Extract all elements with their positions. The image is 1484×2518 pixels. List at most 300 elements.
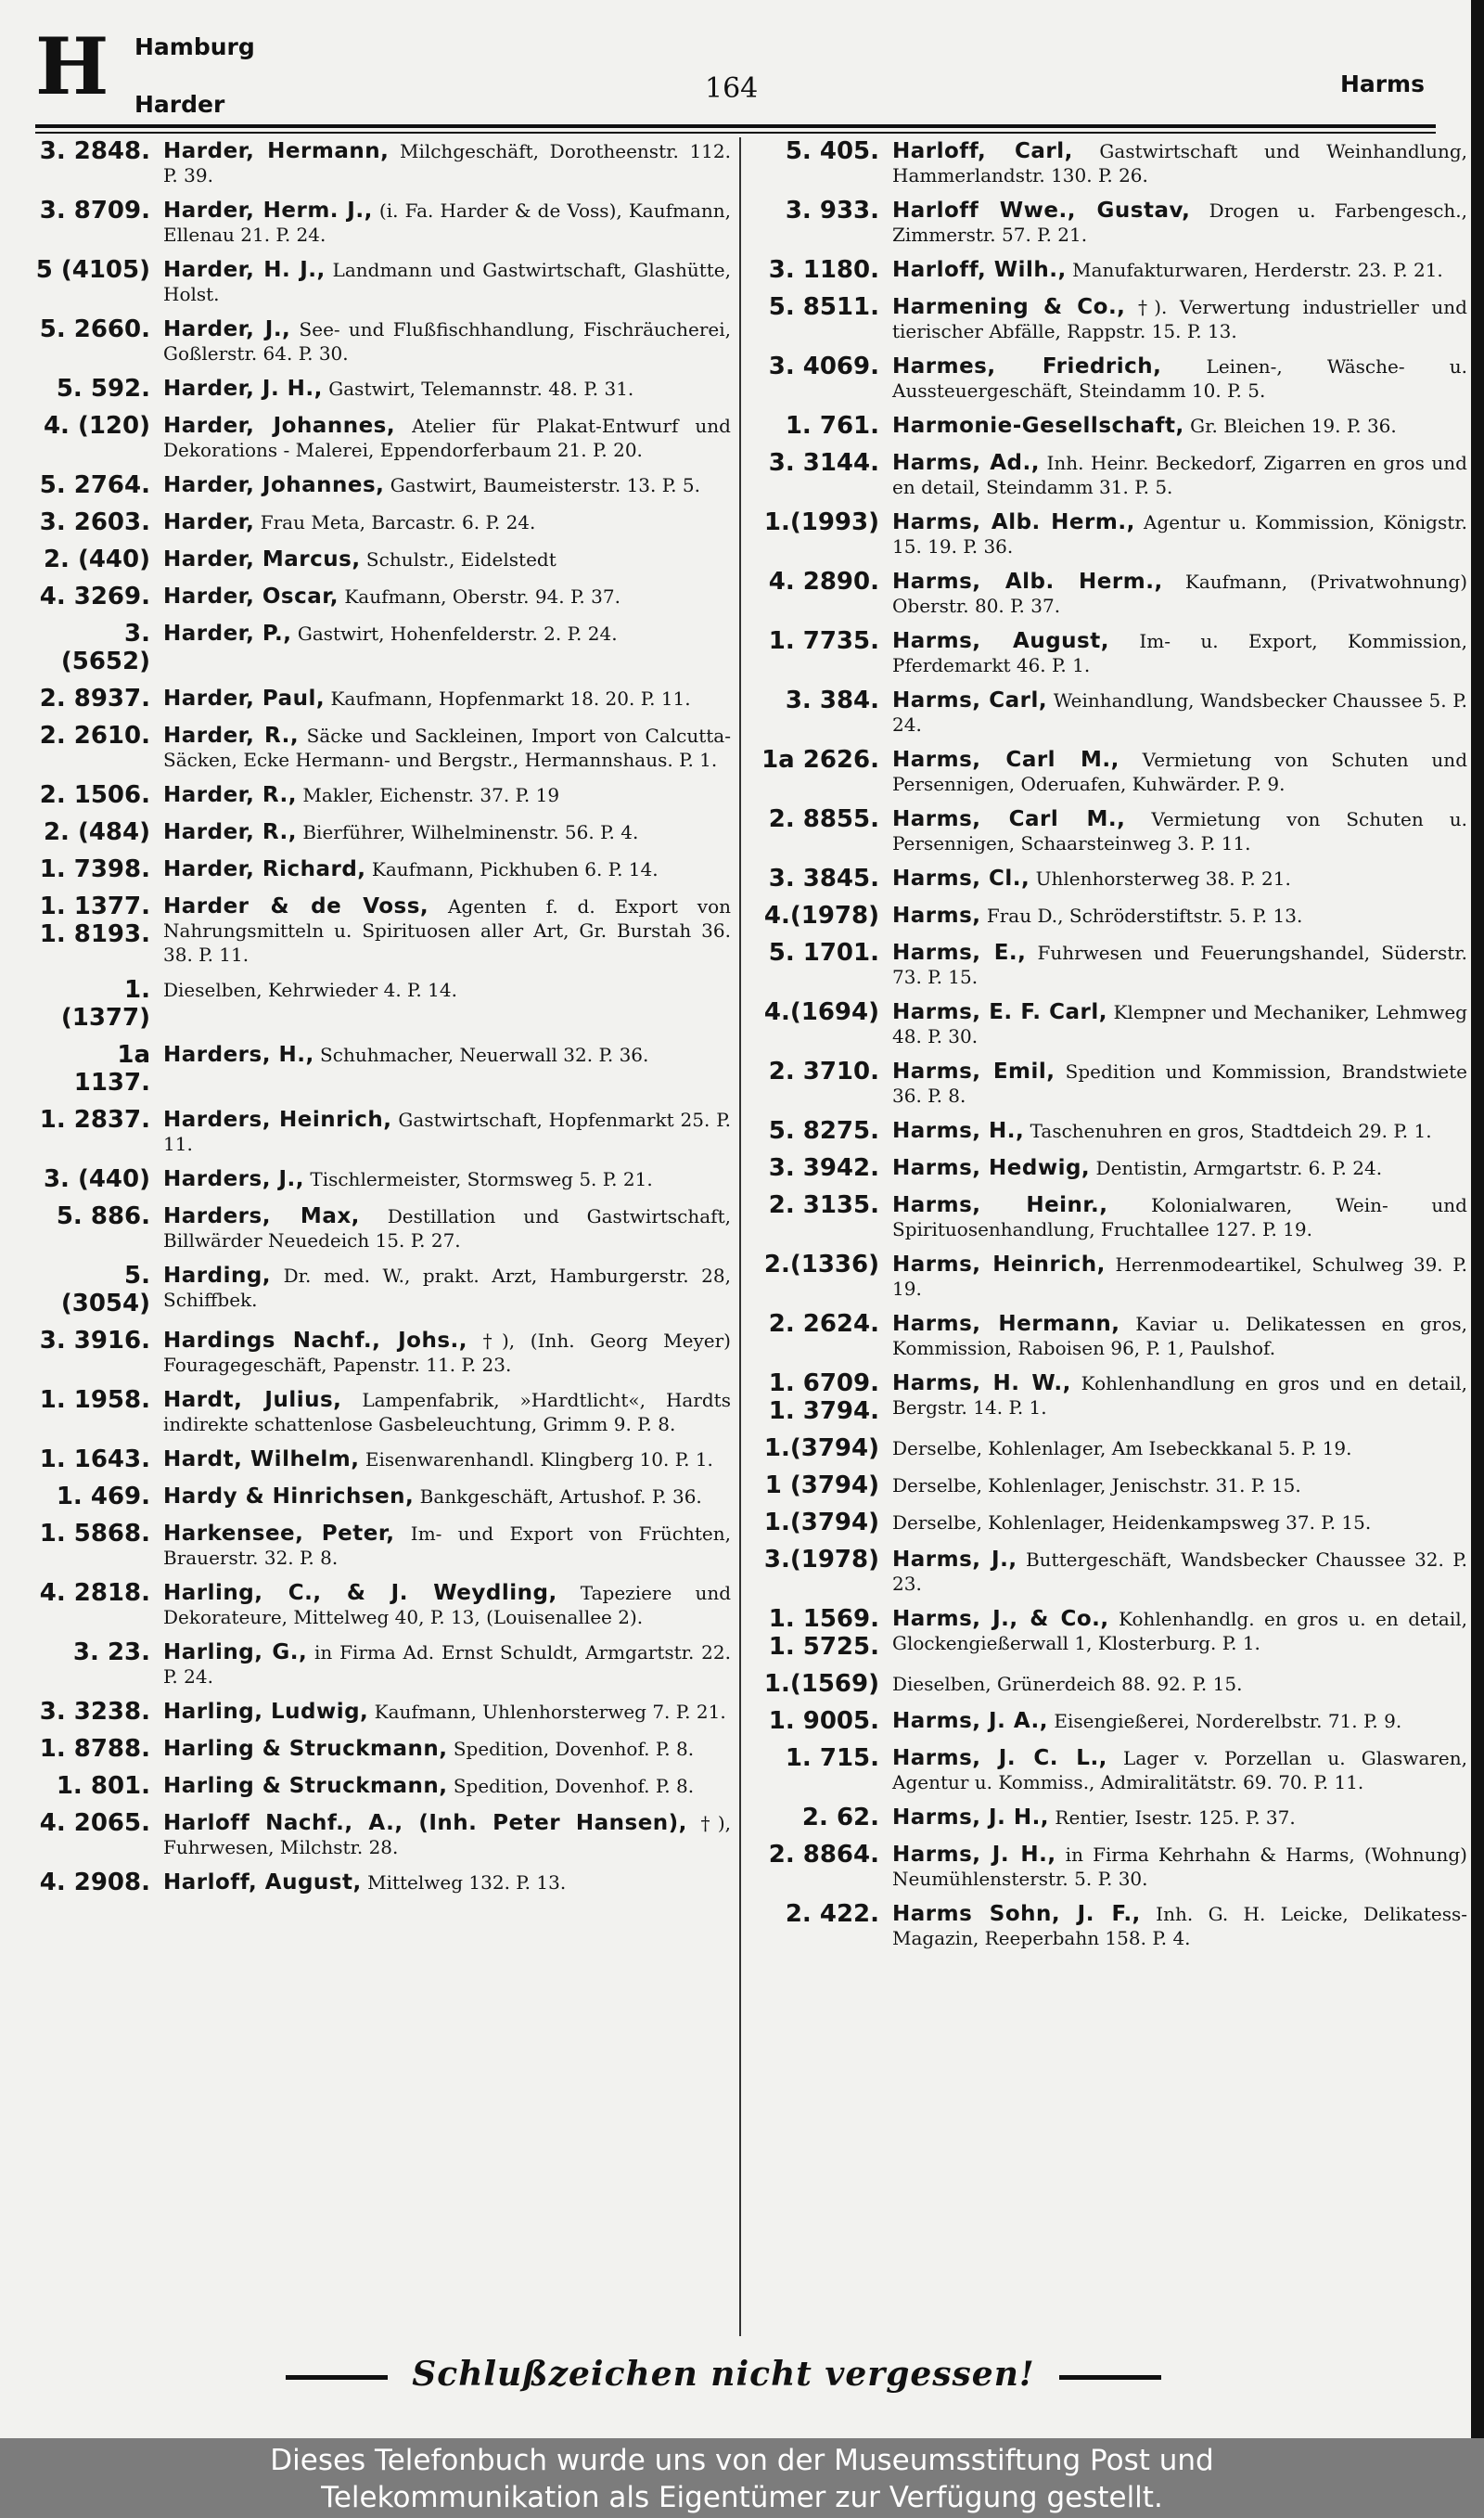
entry-name: Harder, J. H., [163, 377, 323, 401]
entry-name: Harms, H., [892, 1119, 1025, 1143]
directory-entry [753, 805, 1467, 855]
entry-details: Im- u. Export, Kommission, Pferdemarkt 46. P. 1. [892, 630, 1467, 676]
entry-name: Harms, Emil, [892, 1060, 1055, 1084]
entry-details: Derselbe, Kohlenlager, Heidenkampsweg 37. P. 15. [892, 1511, 1372, 1534]
entry-text [892, 1058, 1467, 1108]
entry-name: Harms, Alb. Herm., [892, 510, 1135, 534]
directory-entry [35, 1106, 731, 1156]
entry-details: Gastwirt, Baumeisterstr. 13. P. 5. [384, 474, 700, 496]
entry-text [163, 893, 731, 967]
entry-name: Harms, Carl, [892, 688, 1048, 713]
entry-details: Gastwirtschaft, Hopfenmarkt 25. P. 11. [163, 1109, 731, 1155]
entry-text [163, 1165, 731, 1191]
entry-text [892, 746, 1467, 796]
entry-phone-number: 1. 761. [785, 412, 879, 440]
entry-phone-number: 3. 3144. [768, 449, 879, 477]
entry-phone-number: 3. 23. [72, 1638, 150, 1666]
entry-phone-number: 1. 5868. [39, 1520, 150, 1548]
entry-text [163, 1106, 731, 1156]
entry-name: Harder, Johannes, [163, 414, 396, 438]
entry-details: Kaufmann, Hopfenmarkt 18. 20. P. 11. [325, 687, 691, 710]
entry-phone-number: 5.(3054) [60, 1262, 150, 1317]
entry-details: Kohlenhandlg. en gros u. en detail, Glockengießerwall 1, Klosterburg. P. 1. [892, 1608, 1467, 1654]
entry-text [892, 137, 1467, 187]
entry-phone-number: 1. 1958. [39, 1386, 150, 1414]
directory-entry [35, 1327, 731, 1377]
entry-text [163, 471, 731, 497]
entry-text [892, 1117, 1467, 1143]
entry-details: Fuhrwesen und Feuerungshandel, Süderstr. 73. P. 15. [892, 942, 1468, 988]
entry-name: Harms, Ad., [892, 451, 1040, 475]
entry-text [163, 1735, 731, 1761]
entry-name: Harder, R., [163, 783, 297, 807]
directory-entry [35, 722, 731, 772]
entry-text [163, 855, 731, 881]
entry-details: Klempner und Mechaniker, Lehmweg 48. P. 30. [892, 1001, 1467, 1047]
entry-phone-number: 5. 1701. [768, 939, 879, 967]
directory-entry [35, 620, 731, 675]
directory-entry [35, 197, 731, 247]
entry-details: Landmann und Gastwirtschaft, Glashütte, Holst. [163, 259, 731, 305]
directory-entry [35, 1809, 731, 1859]
header-rule [35, 124, 1436, 128]
entry-text [892, 1605, 1467, 1655]
entry-name: Harder, Johannes, [163, 473, 385, 497]
entry-phone-number: 4. (120) [43, 412, 150, 440]
entry-phone-number: 5. 405. [785, 137, 879, 165]
directory-entry [35, 315, 731, 366]
entry-details: Gastwirt, Hohenfelderstr. 2. P. 24. [291, 623, 618, 645]
banner-dash-right [1059, 2375, 1161, 2380]
entry-phone-number: 4.(1694) [763, 998, 879, 1026]
directory-entry [35, 1386, 731, 1436]
entry-phone-number: 1. 7735. [768, 627, 879, 655]
directory-entry [753, 1707, 1467, 1735]
directory-entry [753, 1605, 1467, 1661]
entry-phone-number: 2. 8937. [39, 685, 150, 713]
entry-name: Harder, R., [163, 820, 297, 844]
entry-text [892, 1154, 1467, 1180]
entry-text [163, 256, 731, 306]
directory-entry [753, 1804, 1467, 1831]
entry-details: Spedition und Kommission, Brandstwiete 36. P. 8. [892, 1060, 1467, 1107]
entry-details: Tapeziere und Dekorateure, Mittelweg 40, P. 13, (Louisenallee 2). [163, 1582, 732, 1628]
entry-text [163, 583, 731, 609]
directory-entry [753, 568, 1467, 618]
entry-details: Makler, Eichenstr. 37. P. 19 [297, 784, 560, 806]
entry-text [892, 1670, 1467, 1696]
entry-details: Kolonialwaren, Wein- und Spirituosenhandlung, Fruchtallee 127. P. 19. [892, 1194, 1467, 1240]
column-divider [739, 137, 741, 2336]
entry-phone-number: 1. 1377. 1. 8193. [39, 893, 150, 948]
entry-name: Harkensee, Peter, [163, 1522, 395, 1546]
entry-phone-number: 1a 1137. [73, 1041, 150, 1097]
directory-entry [753, 1841, 1467, 1891]
entry-name: Harms, Carl M., [892, 807, 1126, 831]
entry-details: Frau D., Schröderstiftstr. 5. P. 13. [980, 905, 1303, 927]
entry-phone-number: 2. 2610. [39, 722, 150, 750]
entry-text [892, 1434, 1467, 1460]
entry-details: Mittelweg 132. P. 13. [361, 1871, 567, 1894]
bottom-banner [0, 2355, 1447, 2394]
page-edge [1471, 0, 1484, 2438]
entry-text [163, 1698, 731, 1724]
entry-name: Harms, Hermann, [892, 1312, 1120, 1336]
directory-entry [753, 197, 1467, 247]
entry-text [163, 375, 731, 401]
entry-name: Harms, E., [892, 941, 1027, 965]
entry-name: Hardy & Hinrichsen, [163, 1484, 415, 1509]
entry-name: Harmening & Co., [892, 295, 1126, 319]
entry-text [163, 1638, 731, 1689]
directory-entry [35, 1165, 731, 1193]
entry-phone-number: 1. 801. [56, 1772, 150, 1800]
entry-name: Harloff, August, [163, 1870, 362, 1895]
directory-entry [753, 902, 1467, 930]
entry-details: Bankgeschäft, Artushof. P. 36. [414, 1485, 702, 1508]
directory-entry [753, 1670, 1467, 1698]
entry-phone-number: 1. 469. [56, 1483, 150, 1510]
entry-details: Derselbe, Kohlenlager, Am Isebeckkanal 5. P. 19. [892, 1437, 1352, 1459]
entry-phone-number: 1a 2626. [761, 746, 879, 774]
entry-phone-number: 4. 2818. [39, 1579, 150, 1607]
entry-details: Eisenwarenhandl. Klingberg 10. P. 1. [359, 1448, 713, 1471]
entry-details: Bierführer, Wilhelminenstr. 56. P. 4. [297, 821, 639, 843]
entry-name: Harloff, Wilh., [892, 258, 1067, 282]
entry-phone-number: 2. (484) [43, 818, 150, 846]
entry-name: Harder, J., [163, 317, 291, 341]
entry-details: See- und Flußfischhandlung, Fischräucherei, Goßlerstr. 64. P. 30. [163, 318, 731, 365]
entry-name: Harling & Struckmann, [163, 1737, 448, 1761]
entry-phone-number: 5. 8511. [768, 293, 879, 321]
directory-entry [35, 137, 731, 187]
directory-entry [35, 583, 731, 610]
directory-entry [753, 508, 1467, 559]
entry-name: Harms, Hedwig, [892, 1156, 1091, 1180]
entry-phone-number: 2. 8864. [768, 1841, 879, 1869]
entry-details: Weinhandlung, Wandsbecker Chaussee 5. P. 24. [892, 689, 1467, 736]
entry-text [892, 902, 1467, 928]
entry-name: Harder & de Voss, [163, 894, 429, 919]
entry-phone-number: 3. 3845. [768, 865, 879, 893]
entry-name: Harder, Paul, [163, 687, 326, 711]
attribution-footer [0, 2438, 1484, 2518]
entry-text [892, 508, 1467, 559]
entry-details: Drogen u. Farbengesch., Zimmerstr. 57. P. 21. [892, 199, 1467, 246]
entry-text [892, 293, 1467, 343]
directory-entry [35, 976, 731, 1032]
entry-details: Kaufmann, (Privatwohnung) Oberstr. 80. P. 37. [892, 571, 1467, 617]
entry-details: Herrenmodeartikel, Schulweg 39. P. 19. [892, 1253, 1468, 1300]
entry-details: Spedition, Dovenhof. P. 8. [447, 1738, 695, 1760]
entry-name: Harms, J., [892, 1548, 1017, 1572]
entry-phone-number: 3. 3942. [768, 1154, 879, 1182]
entry-phone-number: 1. 9005. [768, 1707, 879, 1735]
entry-phone-number: 3. 1180. [768, 256, 879, 284]
entry-name: Harms Sohn, J. F., [892, 1902, 1141, 1926]
entry-phone-number: 2. 422. [785, 1900, 879, 1928]
directory-entry [753, 1154, 1467, 1182]
entry-name: Harms, August, [892, 629, 1109, 653]
entry-details: Gr. Bleichen 19. P. 36. [1183, 415, 1397, 437]
entry-details: Rentier, Isestr. 125. P. 37. [1049, 1806, 1296, 1829]
entry-text [163, 1579, 731, 1629]
entry-text [163, 1445, 731, 1471]
entry-text [163, 137, 731, 187]
directory-entry [35, 1698, 731, 1726]
directory-entry [35, 1202, 731, 1253]
entry-details: in Firma Kehrhahn & Harms, (Wohnung) Neumühlensterstr. 5. P. 30. [892, 1844, 1467, 1890]
entry-name: Harms, H. W., [892, 1371, 1071, 1395]
banner-text: Schlußzeichen nicht vergessen! [412, 2355, 1035, 2394]
entry-details: Agentur u. Kommission, Königstr. 15. 19. P. 36. [892, 511, 1467, 558]
entry-text [892, 1310, 1467, 1360]
entry-text [892, 1900, 1467, 1950]
entry-details: Lampenfabrik, »Hardtlicht«, Hardts indirekte schattenlose Gasbeleuchtung, Grimm 9. P. 8. [163, 1389, 731, 1435]
directory-entry [35, 1579, 731, 1629]
entry-text [892, 627, 1467, 677]
entry-name: Harder, P., [163, 622, 292, 646]
directory-entry [753, 1251, 1467, 1301]
directory-entry [753, 1471, 1467, 1499]
entry-phone-number: 5. 8275. [768, 1117, 879, 1145]
directory-entry [753, 1058, 1467, 1108]
entry-name: Harder, Oscar, [163, 585, 339, 609]
entry-text [163, 1809, 731, 1859]
entry-phone-number: 5 (4105) [35, 256, 150, 284]
entry-name: Harms, Cl., [892, 867, 1030, 891]
directory-entry [753, 353, 1467, 403]
entry-details: Agenten f. d. Export von Nahrungsmitteln u. Spirituosen aller Art, Gr. Burstah 36. 38. P. 11. [163, 895, 731, 966]
entry-details: Kaviar u. Delikatessen en gros, Kommission, Raboisen 96, P. 1, Paulshof. [892, 1313, 1467, 1359]
entry-text [163, 1869, 731, 1895]
entry-phone-number: 1. 6709. 1. 3794. [768, 1369, 879, 1425]
entry-text [892, 1546, 1467, 1596]
entry-name: Hardt, Wilhelm, [163, 1447, 360, 1471]
entry-phone-number: 2.(1336) [763, 1251, 879, 1278]
entry-name: Harms, Carl M., [892, 748, 1119, 772]
entry-phone-number: 3.(5652) [60, 620, 150, 675]
entry-text [163, 1327, 731, 1377]
header-first-name: Harder [134, 91, 225, 118]
entry-name: Harms, J. H., [892, 1805, 1050, 1830]
entry-text [163, 508, 731, 534]
entry-text [163, 1483, 731, 1509]
entry-name: Harms, J., & Co., [892, 1607, 1109, 1631]
entry-phone-number: 3. 8709. [39, 197, 150, 225]
directory-entry [35, 1262, 731, 1317]
entry-phone-number: 3. 384. [785, 687, 879, 714]
entry-phone-number: 1. 7398. [39, 855, 150, 883]
entry-phone-number: 1.(3794) [763, 1434, 879, 1462]
directory-entry [753, 293, 1467, 343]
entry-name: Harder, Herm. J., [163, 199, 373, 223]
entry-details: Kohlenhandlung en gros und en detail, Bergstr. 14. P. 1. [892, 1372, 1467, 1419]
entry-phone-number: 1. 2837. [39, 1106, 150, 1134]
entry-text [163, 976, 731, 1002]
directory-entry [753, 998, 1467, 1048]
entry-phone-number: 3. 3238. [39, 1698, 150, 1726]
entry-text [892, 353, 1467, 403]
entry-details: Dieselben, Grünerdeich 88. 92. P. 15. [892, 1673, 1243, 1695]
entry-name: Harder, [163, 510, 255, 534]
entry-phone-number: 4. 2908. [39, 1869, 150, 1896]
directory-entry [753, 1369, 1467, 1425]
directory-entry [35, 1735, 731, 1763]
entry-phone-number: 2. 3710. [768, 1058, 879, 1086]
entry-name: Hardt, Julius, [163, 1388, 342, 1412]
entry-text [892, 197, 1467, 247]
entry-name: Harling, Ludwig, [163, 1700, 369, 1724]
entry-details: Leinen-, Wäsche- u. Aussteuergeschäft, Steindamm 10. P. 5. [892, 355, 1467, 402]
entry-name: Harms, J. C. L., [892, 1746, 1107, 1770]
entry-details: Dr. med. W., prakt. Arzt, Hamburgerstr. 28, Schiffbek. [163, 1265, 731, 1311]
entry-phone-number: 5. 592. [56, 375, 150, 403]
header-last-name: Harms [1339, 71, 1425, 97]
entry-details: Schuhmacher, Neuerwall 32. P. 36. [313, 1044, 649, 1066]
banner-dash-left [286, 2375, 388, 2380]
entry-text [163, 546, 731, 572]
entry-name: Harders, Heinrich, [163, 1108, 392, 1132]
entry-name: Harloff Nachf., A., (Inh. Peter Hansen), [163, 1811, 687, 1835]
entry-details: Schulstr., Eidelstedt [360, 548, 556, 571]
entry-details: †). Verwertung industrieller und tierischer Abfälle, Rappstr. 15. P. 13. [892, 296, 1467, 342]
directory-entry [753, 256, 1467, 284]
entry-details: Buttergeschäft, Wandsbecker Chaussee 32. P. 23. [892, 1548, 1468, 1595]
entry-name: Harding, [163, 1264, 272, 1288]
footer-line-2: Telekommunikation als Eigentümer zur Verfügung gestellt. [321, 2481, 1163, 2514]
page-number: 164 [705, 72, 759, 105]
directory-entry [753, 1117, 1467, 1145]
entry-name: Harling & Struckmann, [163, 1774, 448, 1798]
entry-details: Taschenuhren en gros, Stadtdeich 29. P. 1. [1024, 1120, 1432, 1142]
entry-name: Harders, J., [163, 1167, 304, 1191]
entry-details: Frau Meta, Barcastr. 6. P. 24. [254, 511, 536, 533]
entry-text [892, 939, 1467, 989]
directory-entry [753, 1546, 1467, 1596]
entry-name: Harder, Marcus, [163, 547, 361, 572]
entry-phone-number: 1.(1569) [763, 1670, 879, 1698]
directory-entry [35, 375, 731, 403]
directory-entry [35, 1520, 731, 1570]
entry-name: Harling, C., & J. Weydling, [163, 1581, 557, 1605]
entry-details: Vermietung von Schuten und Persennigen, Oderuafen, Kuhwärder. P. 9. [892, 749, 1467, 795]
entry-details: Im- und Export von Früchten, Brauerstr. 32. P. 8. [163, 1522, 732, 1569]
directory-entry [753, 1310, 1467, 1360]
entry-phone-number: 1. 1569. 1. 5725. [768, 1605, 879, 1661]
right-column [753, 137, 1467, 1959]
directory-entry [753, 1434, 1467, 1462]
entry-details: Inh. G. H. Leicke, Delikatess-Magazin, Reeperbahn 158. P. 4. [892, 1903, 1467, 1949]
entry-details: Inh. Heinr. Beckedorf, Zigarren en gros und en detail, Steindamm 31. P. 5. [892, 452, 1467, 498]
entry-name: Harders, Max, [163, 1204, 360, 1228]
entry-text [163, 315, 731, 366]
entry-text [892, 412, 1467, 438]
entry-phone-number: 3. 933. [785, 197, 879, 225]
entry-phone-number: 3. 4069. [768, 353, 879, 380]
entry-phone-number: 5. 2660. [39, 315, 150, 343]
directory-entry [35, 1638, 731, 1689]
entry-name: Harms, Heinr., [892, 1193, 1108, 1217]
header-rule-thin [35, 132, 1436, 134]
entry-phone-number: 4. 3269. [39, 583, 150, 610]
entry-text [163, 1520, 731, 1570]
entry-phone-number: 1.(3794) [763, 1509, 879, 1536]
section-letter: H [35, 20, 109, 112]
entry-details: Uhlenhorsterweg 38. P. 21. [1030, 867, 1291, 890]
directory-entry [753, 1509, 1467, 1536]
entry-phone-number: 1 (3794) [764, 1471, 879, 1499]
entry-name: Hardings Nachf., Johs., [163, 1329, 468, 1353]
entry-name: Harms, J. H., [892, 1843, 1056, 1867]
directory-entry [35, 1041, 731, 1097]
directory-entry [35, 855, 731, 883]
entry-name: Harloff, Carl, [892, 139, 1073, 163]
directory-entry [753, 137, 1467, 187]
entry-text [163, 685, 731, 711]
entry-text [163, 1041, 731, 1067]
entry-phone-number: 2. 2624. [768, 1310, 879, 1338]
entry-phone-number: 5. 2764. [39, 471, 150, 499]
directory-entry [753, 1744, 1467, 1794]
entry-text [892, 805, 1467, 855]
entry-phone-number: 4. 2890. [768, 568, 879, 596]
entry-text [892, 1841, 1467, 1891]
entry-details: in Firma Ad. Ernst Schuldt, Armgartstr. 22. P. 24. [163, 1641, 731, 1688]
entry-details: Atelier für Plakat-Entwurf und Dekorations - Malerei, Eppendorferbaum 21. P. 20. [163, 415, 731, 461]
entry-name: Harms, Heinrich, [892, 1253, 1106, 1277]
entry-text [163, 1386, 731, 1436]
entry-details: Eisengießerei, Norderelbstr. 71. P. 9. [1048, 1710, 1402, 1732]
entry-phone-number: 3. 3916. [39, 1327, 150, 1355]
entry-details: Kaufmann, Pickhuben 6. P. 14. [365, 858, 659, 880]
entry-phone-number: 1. 8788. [39, 1735, 150, 1763]
entry-text [892, 1191, 1467, 1241]
directory-entry [35, 1869, 731, 1896]
entry-details: Manufakturwaren, Herderstr. 23. P. 21. [1066, 259, 1443, 281]
entry-details: Lager v. Porzellan u. Glaswaren, Agentur u. Kommiss., Admiralitätstr. 69. 70. P. 11. [892, 1747, 1467, 1793]
entry-phone-number: 4. 2065. [39, 1809, 150, 1837]
directory-entry [35, 893, 731, 967]
entry-text [892, 1744, 1467, 1794]
entry-text [892, 998, 1467, 1048]
entry-phone-number: 3.(1978) [763, 1546, 879, 1574]
entry-text [892, 256, 1467, 282]
directory-entry [35, 256, 731, 306]
entry-details: Derselbe, Kohlenlager, Jenischstr. 31. P. 15. [892, 1474, 1301, 1497]
entry-text [892, 568, 1467, 618]
entry-phone-number: 2. 62. [801, 1804, 879, 1831]
left-column [35, 137, 731, 1906]
directory-entry [35, 508, 731, 536]
entry-text [163, 1772, 731, 1798]
entry-phone-number: 3. 2603. [39, 508, 150, 536]
directory-entry [753, 412, 1467, 440]
entry-text [892, 449, 1467, 499]
entry-phone-number: 2. (440) [43, 546, 150, 573]
entry-name: Harms, Alb. Herm., [892, 570, 1163, 594]
entry-name: Harling, G., [163, 1640, 308, 1664]
entry-name: Harms, E. F. Carl, [892, 1000, 1107, 1024]
entry-text [892, 865, 1467, 891]
directory-entry [35, 1445, 731, 1473]
entry-details: Spedition, Dovenhof. P. 8. [447, 1775, 695, 1797]
entry-details: Dieselben, Kehrwieder 4. P. 14. [163, 979, 457, 1001]
entry-text [892, 1471, 1467, 1497]
entry-phone-number: 2. 1506. [39, 781, 150, 809]
footer-line-1: Dieses Telefonbuch wurde uns von der Museumsstiftung Post und [270, 2444, 1214, 2477]
directory-entry [753, 687, 1467, 737]
